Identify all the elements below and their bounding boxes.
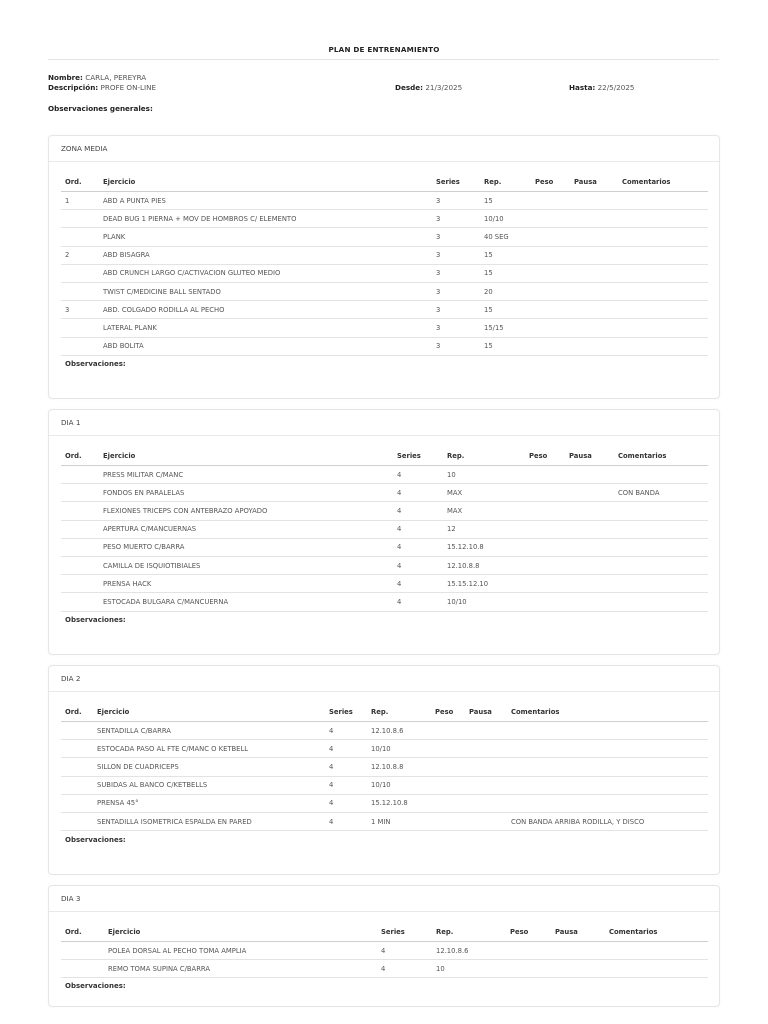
column-header-pausa: Pausa: [565, 447, 614, 466]
series-cell: 4: [325, 722, 367, 740]
ejercicio-cell: ESTOCADA PASO AL FTE C/MANC O KETBELL: [93, 740, 325, 758]
comentarios-cell: [614, 575, 708, 593]
table-row: [61, 210, 708, 228]
peso-cell: [525, 538, 565, 556]
ejercicio-cell: ABD A PUNTA PIES: [99, 192, 432, 210]
table-row: [61, 466, 708, 484]
series-cell: 3: [432, 282, 480, 300]
series-cell: 3: [432, 301, 480, 319]
table-header-row: [61, 173, 708, 192]
column-header-rep: Rep.: [480, 173, 531, 192]
table-row: [61, 264, 708, 282]
rep-cell: 12: [443, 520, 525, 538]
series-cell: 3: [432, 264, 480, 282]
section-title: DIA 2: [49, 666, 719, 692]
pausa-cell: [570, 228, 618, 246]
descripcion-label: Descripción:: [48, 83, 99, 92]
table-row: [61, 502, 708, 520]
ejercicio-cell: ABD. COLGADO RODILLA AL PECHO: [99, 301, 432, 319]
nombre-value: CARLA, PEREYRA: [85, 73, 147, 82]
comentarios-cell: [614, 593, 708, 611]
column-header-ejercicio: Ejercicio: [104, 923, 377, 942]
pausa-cell: [551, 942, 605, 960]
section-title: DIA 1: [49, 410, 719, 436]
comentarios-cell: [618, 192, 708, 210]
ord-cell: [61, 758, 93, 776]
series-cell: 4: [325, 740, 367, 758]
pausa-cell: [565, 538, 614, 556]
ejercicio-cell: TWIST C/MEDICINE BALL SENTADO: [99, 282, 432, 300]
rep-cell: 10/10: [443, 593, 525, 611]
pausa-cell: [570, 337, 618, 355]
pausa-cell: [565, 466, 614, 484]
column-header-peso: Peso: [531, 173, 570, 192]
comentarios-cell: [618, 337, 708, 355]
nombre-field: [48, 73, 146, 82]
page-title: PLAN DE ENTRENAMIENTO: [328, 45, 440, 54]
column-header-ord: Ord.: [61, 703, 93, 722]
exercise-table: [61, 703, 708, 831]
table-header-row: [61, 923, 708, 942]
ord-cell: [61, 210, 99, 228]
peso-cell: [531, 337, 570, 355]
pausa-cell: [565, 575, 614, 593]
peso-cell: [525, 556, 565, 574]
ejercicio-cell: ESTOCADA BULGARA C/MANCUERNA: [99, 593, 393, 611]
observaciones-generales-label: Observaciones generales:: [48, 104, 153, 113]
series-cell: 4: [325, 758, 367, 776]
table-row: [61, 319, 708, 337]
column-header-ord: Ord.: [61, 447, 99, 466]
series-cell: 3: [432, 228, 480, 246]
table-row: [61, 575, 708, 593]
table-row: [61, 192, 708, 210]
comentarios-cell: [614, 556, 708, 574]
ejercicio-cell: FONDOS EN PARALELAS: [99, 484, 393, 502]
comentarios-cell: [614, 538, 708, 556]
peso-cell: [431, 812, 465, 830]
peso-cell: [531, 228, 570, 246]
column-header-pausa: Pausa: [570, 173, 618, 192]
ejercicio-cell: LATERAL PLANK: [99, 319, 432, 337]
ord-cell: [61, 575, 99, 593]
pausa-cell: [465, 776, 507, 794]
table-row: [61, 758, 708, 776]
pausa-cell: [570, 210, 618, 228]
desde-value: 21/3/2025: [425, 83, 463, 92]
ejercicio-cell: CAMILLA DE ISQUIOTIBIALES: [99, 556, 393, 574]
series-cell: 4: [393, 520, 443, 538]
rep-cell: 15: [480, 246, 531, 264]
peso-cell: [525, 575, 565, 593]
ord-cell: [61, 264, 99, 282]
observaciones-label: Observaciones:: [65, 836, 126, 844]
ord-cell: [61, 282, 99, 300]
rep-cell: 10: [443, 466, 525, 484]
column-header-rep: Rep.: [432, 923, 506, 942]
series-cell: 4: [393, 502, 443, 520]
peso-cell: [431, 794, 465, 812]
comentarios-cell: [618, 228, 708, 246]
rep-cell: 10/10: [367, 740, 431, 758]
ejercicio-cell: SUBIDAS AL BANCO C/KETBELLS: [93, 776, 325, 794]
ejercicio-cell: ABD BISAGRA: [99, 246, 432, 264]
comentarios-cell: [605, 942, 708, 960]
ejercicio-cell: DEAD BUG 1 PIERNA + MOV DE HOMBROS C/ ELEMENTO: [99, 210, 432, 228]
ejercicio-cell: POLEA DORSAL AL PECHO TOMA AMPLIA: [104, 942, 377, 960]
column-header-series: Series: [377, 923, 432, 942]
rep-cell: 40 SEG: [480, 228, 531, 246]
ord-cell: [61, 502, 99, 520]
ord-cell: [61, 960, 104, 978]
rep-cell: 15: [480, 192, 531, 210]
comentarios-cell: [618, 301, 708, 319]
table-row: [61, 812, 708, 830]
peso-cell: [525, 484, 565, 502]
exercise-table: [61, 923, 708, 978]
descripcion-field: [48, 83, 156, 92]
series-cell: 4: [393, 538, 443, 556]
rep-cell: 12.10.8.6: [367, 722, 431, 740]
series-cell: 3: [432, 337, 480, 355]
pausa-cell: [465, 722, 507, 740]
pausa-cell: [570, 282, 618, 300]
series-cell: 3: [432, 246, 480, 264]
ejercicio-cell: PLANK: [99, 228, 432, 246]
column-header-series: Series: [325, 703, 367, 722]
column-header-ord: Ord.: [61, 923, 104, 942]
ord-cell: [61, 466, 99, 484]
pausa-cell: [570, 264, 618, 282]
pausa-cell: [465, 758, 507, 776]
ord-cell: [61, 794, 93, 812]
table-row: [61, 301, 708, 319]
table-row: [61, 538, 708, 556]
pausa-cell: [570, 301, 618, 319]
ejercicio-cell: PRESS MILITAR C/MANC: [99, 466, 393, 484]
ejercicio-cell: SENTADILLA C/BARRA: [93, 722, 325, 740]
rep-cell: MAX: [443, 502, 525, 520]
table-row: [61, 593, 708, 611]
comentarios-cell: [605, 960, 708, 978]
rep-cell: 15/15: [480, 319, 531, 337]
comentarios-cell: [618, 210, 708, 228]
comentarios-cell: CON BANDA ARRIBA RODILLA, Y DISCO: [507, 812, 708, 830]
pausa-cell: [570, 319, 618, 337]
table-row: [61, 556, 708, 574]
ord-cell: [61, 337, 99, 355]
series-cell: 4: [393, 575, 443, 593]
ejercicio-cell: ABD BOLITA: [99, 337, 432, 355]
rep-cell: 20: [480, 282, 531, 300]
rep-cell: 15.15.12.10: [443, 575, 525, 593]
nombre-label: Nombre:: [48, 73, 83, 82]
comentarios-cell: [618, 319, 708, 337]
table-row: [61, 282, 708, 300]
ejercicio-cell: PRENSA HACK: [99, 575, 393, 593]
peso-cell: [525, 466, 565, 484]
section-dia-3: [48, 885, 720, 1007]
series-cell: 3: [432, 192, 480, 210]
observaciones-label: Observaciones:: [65, 616, 126, 624]
column-header-pausa: Pausa: [551, 923, 605, 942]
peso-cell: [431, 758, 465, 776]
series-cell: 4: [325, 812, 367, 830]
comentarios-cell: [507, 776, 708, 794]
ord-cell: [61, 319, 99, 337]
hasta-value: 22/5/2025: [597, 83, 635, 92]
rep-cell: 12.10.8.6: [432, 942, 506, 960]
comentarios-cell: [507, 740, 708, 758]
peso-cell: [431, 722, 465, 740]
exercise-table: [61, 173, 708, 356]
ord-cell: [61, 776, 93, 794]
ejercicio-cell: SENTADILLA ISOMETRICA ESPALDA EN PARED: [93, 812, 325, 830]
ejercicio-cell: ABD CRUNCH LARGO C/ACTIVACION GLUTEO MEDIO: [99, 264, 432, 282]
column-header-peso: Peso: [431, 703, 465, 722]
comentarios-cell: [614, 502, 708, 520]
peso-cell: [525, 520, 565, 538]
ord-cell: 1: [61, 192, 99, 210]
comentarios-cell: CON BANDA: [614, 484, 708, 502]
ord-cell: [61, 942, 104, 960]
column-header-ord: Ord.: [61, 173, 99, 192]
column-header-pausa: Pausa: [465, 703, 507, 722]
desde-field: [395, 83, 462, 92]
series-cell: 3: [432, 319, 480, 337]
pausa-cell: [565, 556, 614, 574]
table-header-row: [61, 447, 708, 466]
column-header-comentarios: Comentarios: [618, 173, 708, 192]
desde-label: Desde:: [395, 83, 424, 92]
table-row: [61, 740, 708, 758]
column-header-series: Series: [393, 447, 443, 466]
observaciones-label: Observaciones:: [65, 360, 126, 368]
peso-cell: [531, 192, 570, 210]
rep-cell: 12.10.8.8: [367, 758, 431, 776]
column-header-rep: Rep.: [443, 447, 525, 466]
column-header-peso: Peso: [525, 447, 565, 466]
pausa-cell: [465, 794, 507, 812]
rep-cell: 1 MIN: [367, 812, 431, 830]
peso-cell: [431, 776, 465, 794]
rep-cell: 12.10.8.8: [443, 556, 525, 574]
table-row: [61, 246, 708, 264]
ord-cell: 2: [61, 246, 99, 264]
pausa-cell: [565, 520, 614, 538]
series-cell: 3: [432, 210, 480, 228]
ord-cell: [61, 520, 99, 538]
series-cell: 4: [393, 466, 443, 484]
comentarios-cell: [618, 246, 708, 264]
pausa-cell: [565, 593, 614, 611]
table-row: [61, 794, 708, 812]
ord-cell: [61, 593, 99, 611]
pausa-cell: [570, 246, 618, 264]
table-row: [61, 942, 708, 960]
table-row: [61, 484, 708, 502]
column-header-rep: Rep.: [367, 703, 431, 722]
rep-cell: 10/10: [367, 776, 431, 794]
rep-cell: MAX: [443, 484, 525, 502]
rep-cell: 15: [480, 264, 531, 282]
comentarios-cell: [614, 520, 708, 538]
ejercicio-cell: FLEXIONES TRICEPS CON ANTEBRAZO APOYADO: [99, 502, 393, 520]
peso-cell: [531, 301, 570, 319]
ord-cell: [61, 722, 93, 740]
series-cell: 4: [393, 556, 443, 574]
ord-cell: [61, 556, 99, 574]
comentarios-cell: [507, 794, 708, 812]
pausa-cell: [565, 484, 614, 502]
rep-cell: 10/10: [480, 210, 531, 228]
series-cell: 4: [325, 794, 367, 812]
hasta-field: [569, 83, 634, 92]
rep-cell: 15: [480, 301, 531, 319]
ord-cell: [61, 484, 99, 502]
rep-cell: 15.12.10.8: [367, 794, 431, 812]
rep-cell: 15.12.10.8: [443, 538, 525, 556]
column-header-comentarios: Comentarios: [605, 923, 708, 942]
rep-cell: 15: [480, 337, 531, 355]
exercise-table: [61, 447, 708, 612]
table-row: [61, 520, 708, 538]
pausa-cell: [465, 740, 507, 758]
observaciones-label: Observaciones:: [65, 982, 126, 990]
ord-cell: [61, 538, 99, 556]
peso-cell: [506, 942, 551, 960]
section-zona-media: [48, 135, 720, 399]
column-header-ejercicio: Ejercicio: [99, 173, 432, 192]
table-header-row: [61, 703, 708, 722]
ejercicio-cell: SILLON DE CUADRICEPS: [93, 758, 325, 776]
ord-cell: 3: [61, 301, 99, 319]
peso-cell: [531, 210, 570, 228]
column-header-ejercicio: Ejercicio: [93, 703, 325, 722]
comentarios-cell: [507, 758, 708, 776]
pausa-cell: [465, 812, 507, 830]
column-header-series: Series: [432, 173, 480, 192]
ejercicio-cell: PRENSA 45°: [93, 794, 325, 812]
peso-cell: [525, 502, 565, 520]
hasta-label: Hasta:: [569, 83, 596, 92]
column-header-ejercicio: Ejercicio: [99, 447, 393, 466]
series-cell: 4: [377, 960, 432, 978]
comentarios-cell: [618, 282, 708, 300]
section-dia-2: [48, 665, 720, 875]
section-title: DIA 3: [49, 886, 719, 912]
series-cell: 4: [393, 484, 443, 502]
peso-cell: [431, 740, 465, 758]
comentarios-cell: [507, 722, 708, 740]
peso-cell: [531, 319, 570, 337]
column-header-comentarios: Comentarios: [507, 703, 708, 722]
ejercicio-cell: REMO TOMA SUPINA C/BARRA: [104, 960, 377, 978]
title-divider: [48, 59, 719, 60]
section-dia-1: [48, 409, 720, 655]
table-row: [61, 228, 708, 246]
table-row: [61, 776, 708, 794]
ord-cell: [61, 812, 93, 830]
peso-cell: [525, 593, 565, 611]
series-cell: 4: [377, 942, 432, 960]
peso-cell: [531, 264, 570, 282]
pausa-cell: [570, 192, 618, 210]
pausa-cell: [551, 960, 605, 978]
peso-cell: [531, 282, 570, 300]
ejercicio-cell: PESO MUERTO C/BARRA: [99, 538, 393, 556]
ejercicio-cell: APERTURA C/MANCUERNAS: [99, 520, 393, 538]
table-row: [61, 337, 708, 355]
table-row: [61, 960, 708, 978]
series-cell: 4: [325, 776, 367, 794]
peso-cell: [531, 246, 570, 264]
pausa-cell: [565, 502, 614, 520]
comentarios-cell: [618, 264, 708, 282]
ord-cell: [61, 740, 93, 758]
observaciones-generales: [48, 104, 153, 113]
series-cell: 4: [393, 593, 443, 611]
table-row: [61, 722, 708, 740]
comentarios-cell: [614, 466, 708, 484]
descripcion-value: PROFE ON-LINE: [100, 83, 157, 92]
column-header-peso: Peso: [506, 923, 551, 942]
ord-cell: [61, 228, 99, 246]
rep-cell: 10: [432, 960, 506, 978]
peso-cell: [506, 960, 551, 978]
column-header-comentarios: Comentarios: [614, 447, 708, 466]
section-title: ZONA MEDIA: [49, 136, 719, 162]
